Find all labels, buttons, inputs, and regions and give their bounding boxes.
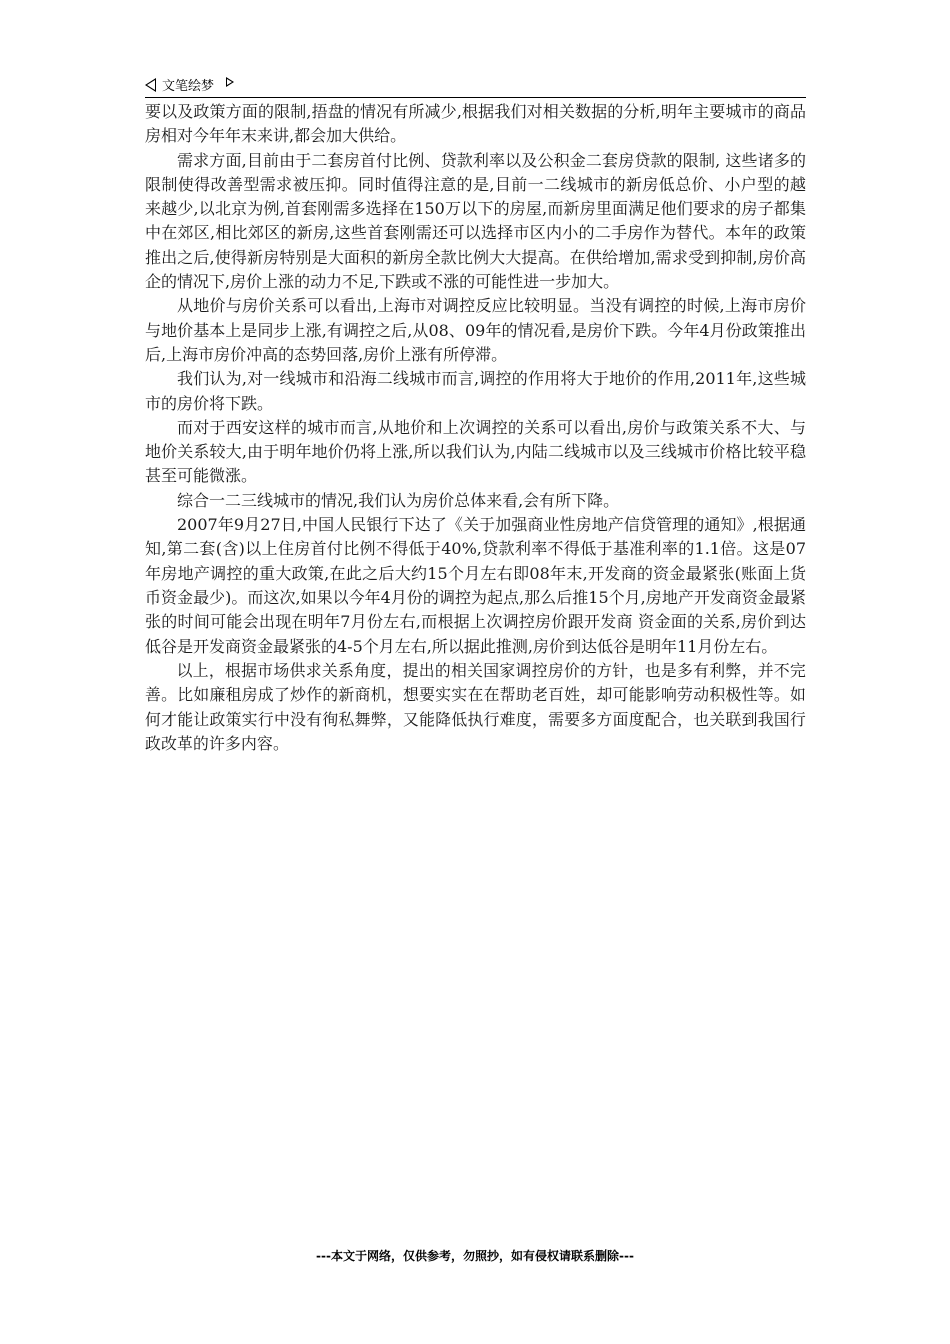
paragraph-shanghai: 从地价与房价关系可以看出,上海市对调控反应比较明显。当没有调控的时候,上海市房价与地价基本上是同步上涨,有调控之后,从08、09年的情况看,是房价下跌。今年4月份政策推出后,上海市房价冲高的态势回落,房价上涨有所停滞。 <box>145 296 806 364</box>
document-body <box>145 100 806 757</box>
triangle-right-icon <box>226 77 234 87</box>
page-header <box>145 72 806 98</box>
paragraph-demand: 需求方面,目前由于二套房首付比例、贷款利率以及公积金二套房贷款的限制, 这些诸多的限制使得改善型需求被压抑。同时值得注意的是,目前一二线城市的新房低总价、小户型的越来越少,以北京为例,首套刚需多选择在150万以下的房屋,而新房里面满足他们要求的房子都集中在郊区,相比郊区的新房,这些首套刚需还可以选择市区内小的二手房作为替代。本年的政策推出之后,使得新房特别是大面积的新房全款比例大大提高。在供给增加,需求受到抑制,房价高企的情况下,房价上涨的动力不足,下跌或不涨的可能性进一步加大。 <box>145 150 806 292</box>
page-footer: ---本文于网络，仅供参考，勿照抄，如有侵权请联系删除--- <box>316 1249 634 1263</box>
paragraph-xian: 而对于西安这样的城市而言,从地价和上次调控的关系可以看出,房价与政策关系不大、与地价关系较大,由于明年地价仍将上涨,所以我们认为,内陆二线城市以及三线城市价格比较平稳甚至可能微涨。 <box>145 417 806 486</box>
paragraph-2007-policy: 2007年9月27日,中国人民银行下达了《关于加强商业性房地产信贷管理的通知》,根据通知,第二套(含)以上住房首付比例不得低于40%,贷款利率不得低于基准利率的1.1倍。这是07年房地产调控的重大政策,在此之后大约15个月左右即08年末,开发商的资金最紧张(账面上货币资金最少)。而这次,如果以今年4月份的调控为起点,那么后推15个月,房地产开发商资金最紧张的时间可能会出现在明年7月份左右,而根据上次调控房价跟开发商 资金面的关系,房价到达低谷是开发商资金最紧张的4-5个月左右,所以据此推测,房价到达低谷是明年11月份左右。 <box>145 515 806 656</box>
paragraph-summary: 综合一二三线城市的情况,我们认为房价总体来看,会有所下降。 <box>177 490 620 510</box>
paragraph-continuation: 要以及政策方面的限制,捂盘的情况有所减少,根据我们对相关数据的分析,明年主要城市的商品房相对今年年末来讲,都会加大供给。 <box>145 102 806 146</box>
triangle-left-icon <box>145 78 156 92</box>
header-title: 文笔绘梦 <box>162 79 215 94</box>
paragraph-conclusion: 以上，根据市场供求关系角度，提出的相关国家调控房价的方针，也是多有利弊，并不完善。比如廉租房成了炒作的新商机，想要实实在在帮助老百姓，却可能影响劳动积极性等。如何才能让政策实行中没有徇私舞弊，又能降低执行难度，需要多方面度配合，也关联到我国行政改革的许多内容。 <box>145 660 806 754</box>
paragraph-first-tier: 我们认为,对一线城市和沿海二线城市而言,调控的作用将大于地价的作用,2011年,这些城市的房价将下跌。 <box>145 369 806 413</box>
